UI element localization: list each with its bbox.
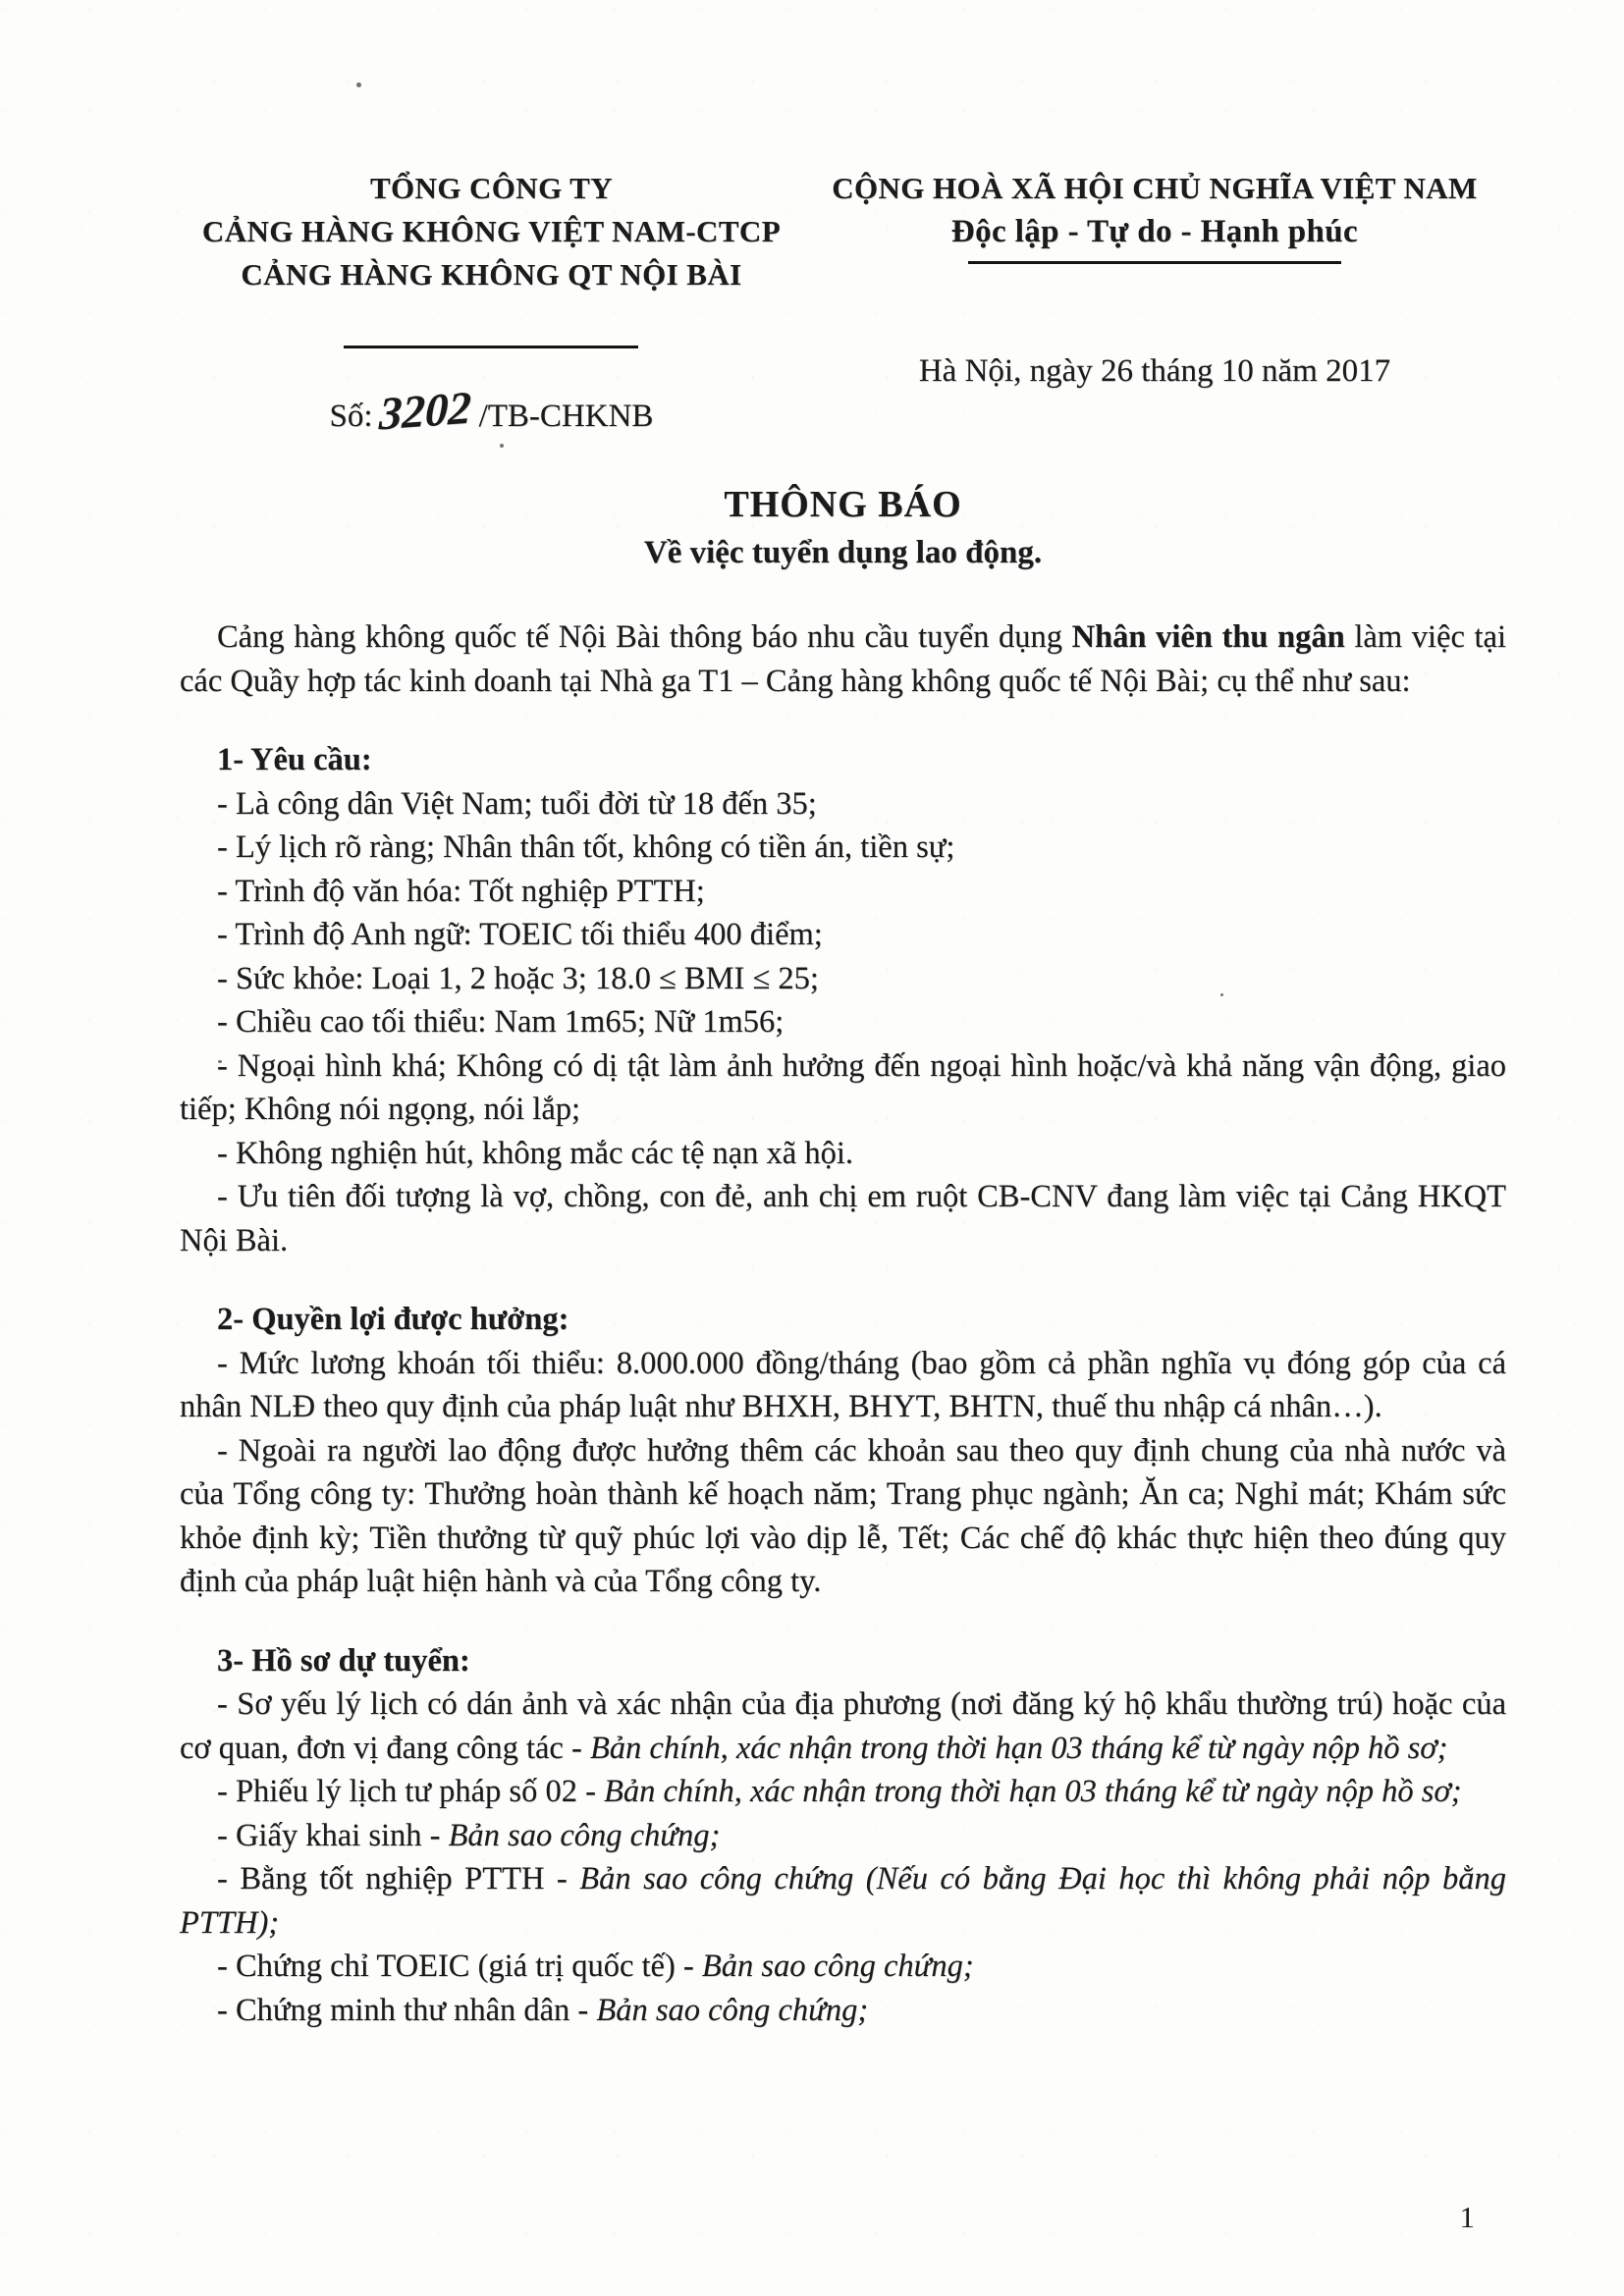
org-company: CẢNG HÀNG KHÔNG VIỆT NAM-CTCP xyxy=(201,214,782,248)
page-number: 1 xyxy=(1459,2200,1475,2234)
header-rule-right xyxy=(968,261,1341,264)
org-parent-company: TỔNG CÔNG TY xyxy=(369,171,614,205)
section-heading xyxy=(180,1298,1506,1342)
body-paragraph xyxy=(180,615,1506,703)
body-paragraph xyxy=(180,1044,1506,1132)
text-run: Bản chính, xác nhận trong thời hạn 03 tháng kể từ ngày nộp hồ sơ; xyxy=(604,1774,1462,1809)
text-run: - Sức khỏe: Loại 1, 2 hoặc 3; 18.0 ≤ BMI ≤ 25; xyxy=(217,960,819,996)
document-header xyxy=(180,167,1506,439)
doc-number-suffix: /TB-CHKNB xyxy=(478,399,654,434)
doc-number-label: Số: xyxy=(329,399,373,434)
text-run: Bản sao công chứng; xyxy=(701,1949,974,1984)
text-run: - Phiếu lý lịch tư pháp số 02 - xyxy=(217,1774,605,1809)
doc-number-handwritten: 3202 xyxy=(377,382,472,441)
body-paragraph xyxy=(180,782,1506,827)
document-number-line xyxy=(180,382,803,441)
text-run: Nhân viên thu ngân xyxy=(1071,619,1345,655)
section-heading xyxy=(180,738,1506,782)
country-name: CỘNG HOÀ XÃ HỘI CHỦ NGHĨA VIỆT NAM xyxy=(832,171,1478,205)
body-paragraph xyxy=(180,1132,1506,1176)
scan-speck xyxy=(356,82,361,87)
document-title-block xyxy=(180,480,1506,576)
body-paragraph xyxy=(180,1429,1506,1604)
document-body xyxy=(180,615,1506,2032)
text-run: - Ngoại hình khá; Không có dị tật làm ảnh hưởng đến ngoại hình hoặc/và khả năng vận động, giao tiếp; Không nói ngọng, nói lắp; xyxy=(180,1047,1506,1127)
body-paragraph xyxy=(180,913,1506,957)
body-paragraph xyxy=(180,1945,1506,1989)
text-run: - Ưu tiên đối tượng là vợ, chồng, con đẻ, anh chị em ruột CB-CNV đang làm việc tại Cảng HKQT Nội Bài. xyxy=(180,1179,1506,1258)
text-run: Bản sao công chứng (Nếu có bằng Đại học thì không phải nộp bằng PTTH); xyxy=(180,1861,1506,1941)
text-run: 2- Quyền lợi được hưởng: xyxy=(217,1302,569,1337)
text-run: Bản sao công chứng; xyxy=(596,1992,869,2028)
text-run: - Ngoài ra người lao động được hưởng thêm các khoản sau theo quy định chung của nhà nước và của Tổng công ty: Thưởng hoàn thành kế hoạch năm; Trang phục ngành; Ăn ca; Nghỉ mát; Khám sức khỏe định kỳ; Tiền thưởng từ quỹ phúc lợi vào dịp lễ, Tết; Các chế độ khác thực hiện theo đúng quy định của pháp luật hiện hành và của Tổng công ty. xyxy=(180,1432,1506,1599)
text-run: - Lý lịch rõ ràng; Nhân thân tốt, không có tiền án, tiền sự; xyxy=(217,829,955,865)
body-paragraph xyxy=(180,1342,1506,1429)
text-run: - Trình độ Anh ngữ: TOEIC tối thiểu 400 điểm; xyxy=(217,917,823,952)
body-paragraph xyxy=(180,1682,1506,1770)
text-run: - Chiều cao tối thiểu: Nam 1m65; Nữ 1m56; xyxy=(217,1004,785,1040)
text-run: - Chứng chỉ TOEIC (giá trị quốc tế) - xyxy=(217,1949,702,1984)
document-content xyxy=(180,167,1506,2032)
text-run: - Chứng minh thư nhân dân - xyxy=(217,1992,597,2028)
body-paragraph xyxy=(180,1857,1506,1945)
text-run: - Sơ yếu lý lịch có dán ảnh và xác nhận của địa phương (nơi đăng ký hộ khẩu thường trú) hoặc của cơ quan, đơn vị đang công tác - xyxy=(180,1686,1506,1766)
body-paragraph xyxy=(180,957,1506,1001)
body-paragraph xyxy=(180,1175,1506,1262)
text-run: Bản sao công chứng; xyxy=(448,1817,721,1853)
text-run: - Trình độ văn hóa: Tốt nghiệp PTTH; xyxy=(217,873,705,909)
body-paragraph xyxy=(180,1000,1506,1044)
text-run: - Bằng tốt nghiệp PTTH - xyxy=(217,1861,580,1896)
issuing-org-block xyxy=(180,167,803,439)
text-run: - Là công dân Việt Nam; tuổi đời từ 18 đến 35; xyxy=(217,785,817,822)
header-rule-left xyxy=(344,346,638,348)
text-run: 3- Hồ sơ dự tuyển: xyxy=(217,1642,470,1679)
body-paragraph xyxy=(180,870,1506,914)
text-run: làm việc tại các Quầy hợp tác kinh doanh tại Nhà ga T1 – Cảng hàng không quốc tế Nội Bài; cụ thể như sau: xyxy=(180,619,1506,699)
text-run: 1- Yêu cầu: xyxy=(217,742,372,777)
text-run: - Giấy khai sinh - xyxy=(217,1817,449,1853)
body-paragraph xyxy=(180,1814,1506,1858)
body-paragraph xyxy=(180,826,1506,870)
national-motto-block xyxy=(803,167,1506,394)
body-paragraph xyxy=(180,1989,1506,2033)
text-run: Cảng hàng không quốc tế Nội Bài thông báo nhu cầu tuyển dụng xyxy=(217,619,1072,655)
document-subtitle: Về việc tuyển dụng lao động. xyxy=(643,535,1043,570)
text-run: Bản chính, xác nhận trong thời hạn 03 tháng kể từ ngày nộp hồ sơ; xyxy=(589,1730,1448,1766)
text-run: - Không nghiện hút, không mắc các tệ nạn xã hội. xyxy=(217,1135,854,1171)
section-heading xyxy=(180,1639,1506,1683)
place-date-line: Hà Nội, ngày 26 tháng 10 năm 2017 xyxy=(918,353,1391,389)
body-paragraph xyxy=(180,1770,1506,1814)
document-title: THÔNG BÁO xyxy=(724,484,962,525)
national-motto: Độc lập - Tự do - Hạnh phúc xyxy=(950,214,1359,249)
text-run: - Mức lương khoán tối thiểu: 8.000.000 đồng/tháng (bao gồm cả phần nghĩa vụ đóng góp của cá nhân NLĐ theo quy định của pháp luật như BHXH, BHYT, BHTN, thuế thu nhập cá nhân…). xyxy=(180,1345,1506,1424)
org-unit: CẢNG HÀNG KHÔNG QT NỘI BÀI xyxy=(241,257,742,292)
